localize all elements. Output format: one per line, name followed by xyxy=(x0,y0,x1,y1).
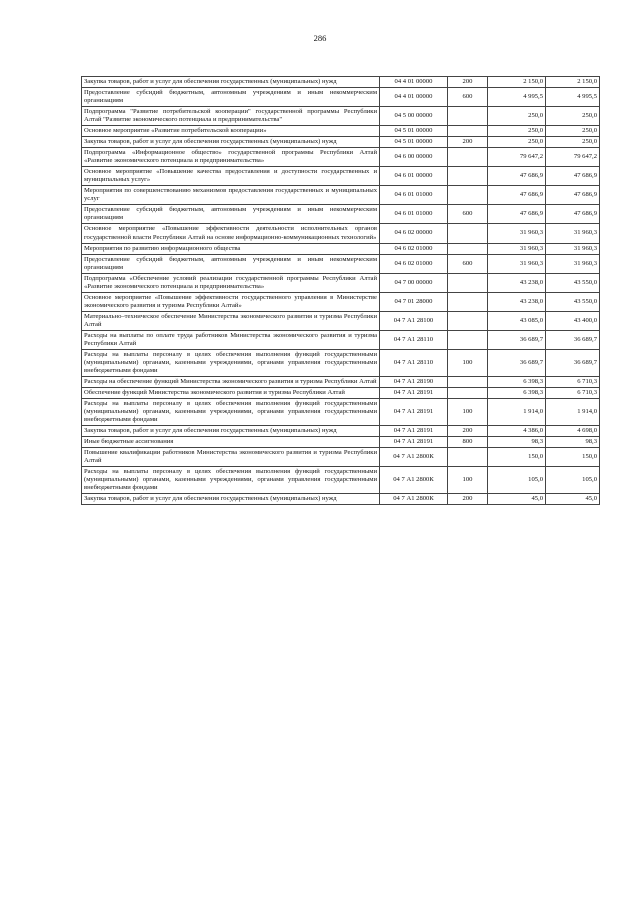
amount-year2-cell: 6 710,3 xyxy=(546,376,600,387)
amount-year1-cell: 31 960,3 xyxy=(488,254,546,273)
table-row xyxy=(82,494,600,505)
table-row xyxy=(82,148,600,167)
amount-year2-cell: 47 686,9 xyxy=(546,167,600,186)
expense-name-cell: Расходы на выплаты персоналу в целях обеспечения выполнения функций государственными (муниципальными) органами, казенными учреждениями, органами управления государственными внебюджетными фондами xyxy=(82,399,380,426)
amount-year1-cell: 4 995,5 xyxy=(488,88,546,107)
amount-year1-cell: 47 686,9 xyxy=(488,186,546,205)
expense-name-cell: Закупка товаров, работ и услуг для обеспечения государственных (муниципальных) нужд xyxy=(82,137,380,148)
amount-year1-cell: 43 238,0 xyxy=(488,273,546,292)
expense-name-cell: Повышение квалификации работников Министерства экономического развития и туризма Республики Алтай xyxy=(82,448,380,467)
target-code-cell: 04 7 А1 28191 xyxy=(380,426,448,437)
amount-year2-cell: 1 914,0 xyxy=(546,399,600,426)
amount-year1-cell: 150,0 xyxy=(488,448,546,467)
expense-type-cell: 100 xyxy=(448,467,488,494)
expense-type-cell: 100 xyxy=(448,349,488,376)
expense-name-cell: Материально–техническое обеспечение Министерства экономического развития и туризма Республики Алтай xyxy=(82,311,380,330)
expense-type-cell: 600 xyxy=(448,254,488,273)
target-code-cell: 04 6 00 00000 xyxy=(380,148,448,167)
amount-year1-cell: 105,0 xyxy=(488,467,546,494)
amount-year2-cell: 2 150,0 xyxy=(546,77,600,88)
expense-name-cell: Основное мероприятие «Повышение эффективности государственного управления в Министерстве экономического развития и туризма Республики Алтай» xyxy=(82,292,380,311)
amount-year1-cell: 6 398,3 xyxy=(488,376,546,387)
amount-year1-cell: 6 398,3 xyxy=(488,388,546,399)
expense-type-cell xyxy=(448,243,488,254)
expense-type-cell xyxy=(448,292,488,311)
table-row xyxy=(82,330,600,349)
amount-year2-cell: 150,0 xyxy=(546,448,600,467)
target-code-cell: 04 7 А1 28100 xyxy=(380,311,448,330)
amount-year2-cell: 36 689,7 xyxy=(546,330,600,349)
target-code-cell: 04 7 А1 28110 xyxy=(380,330,448,349)
table-row xyxy=(82,254,600,273)
table-row xyxy=(82,88,600,107)
target-code-cell: 04 7 А1 28110 xyxy=(380,349,448,376)
target-code-cell: 04 7 А1 28191 xyxy=(380,437,448,448)
expense-name-cell: Расходы на выплаты персоналу в целях обеспечения выполнения функций государственными (муниципальными) органами, казенными учреждениями, органами управления государственными внебюджетными фондами xyxy=(82,349,380,376)
table-row xyxy=(82,107,600,126)
table-row xyxy=(82,467,600,494)
amount-year2-cell: 4 698,0 xyxy=(546,426,600,437)
amount-year1-cell: 31 960,3 xyxy=(488,243,546,254)
amount-year1-cell: 36 689,7 xyxy=(488,330,546,349)
amount-year1-cell: 79 647,2 xyxy=(488,148,546,167)
amount-year2-cell: 36 689,7 xyxy=(546,349,600,376)
amount-year1-cell: 1 914,0 xyxy=(488,399,546,426)
table-row xyxy=(82,77,600,88)
expense-type-cell xyxy=(448,311,488,330)
expense-type-cell xyxy=(448,376,488,387)
expense-type-cell: 600 xyxy=(448,205,488,224)
expense-type-cell xyxy=(448,107,488,126)
amount-year2-cell: 43 550,0 xyxy=(546,292,600,311)
expense-name-cell: Мероприятия по развитию информационного общества xyxy=(82,243,380,254)
amount-year1-cell: 250,0 xyxy=(488,137,546,148)
amount-year2-cell: 43 550,0 xyxy=(546,273,600,292)
expense-name-cell: Основное мероприятие «Повышение эффективности деятельности исполнительных органов государственной власти Республики Алтай на основе информационно-коммуникационных технологий» xyxy=(82,224,380,243)
target-code-cell: 04 6 02 01000 xyxy=(380,243,448,254)
table-row xyxy=(82,426,600,437)
target-code-cell: 04 5 01 00000 xyxy=(380,137,448,148)
table-row xyxy=(82,448,600,467)
expense-name-cell: Расходы на выплаты по оплате труда работников Министерства экономического развития и туризма Республики Алтай xyxy=(82,330,380,349)
amount-year2-cell: 250,0 xyxy=(546,107,600,126)
expense-type-cell: 600 xyxy=(448,88,488,107)
table-row xyxy=(82,311,600,330)
table-row xyxy=(82,273,600,292)
amount-year2-cell: 47 686,9 xyxy=(546,205,600,224)
target-code-cell: 04 4 01 00000 xyxy=(380,77,448,88)
target-code-cell: 04 5 01 00000 xyxy=(380,126,448,137)
amount-year1-cell: 43 085,0 xyxy=(488,311,546,330)
amount-year1-cell: 36 689,7 xyxy=(488,349,546,376)
expense-name-cell: Расходы на обеспечение функций Министерства экономического развития и туризма Республики Алтай xyxy=(82,376,380,387)
target-code-cell: 04 7 А1 2800К xyxy=(380,448,448,467)
amount-year2-cell: 105,0 xyxy=(546,467,600,494)
table-row xyxy=(82,376,600,387)
amount-year2-cell: 31 960,3 xyxy=(546,243,600,254)
expense-type-cell xyxy=(448,224,488,243)
target-code-cell: 04 6 02 01000 xyxy=(380,254,448,273)
expense-name-cell: Подпрограмма "Развитие потребительской кооперации" государственной программы Республики Алтай "Развитие экономического потенциала и предпринимательства" xyxy=(82,107,380,126)
expense-name-cell: Предоставление субсидий бюджетным, автономным учреждениям и иным некоммерческим организациям xyxy=(82,88,380,107)
amount-year2-cell: 6 710,3 xyxy=(546,388,600,399)
table-row xyxy=(82,205,600,224)
target-code-cell: 04 6 01 01000 xyxy=(380,186,448,205)
amount-year2-cell: 31 960,3 xyxy=(546,254,600,273)
expense-type-cell: 100 xyxy=(448,399,488,426)
amount-year1-cell: 31 960,3 xyxy=(488,224,546,243)
expense-name-cell: Закупка товаров, работ и услуг для обеспечения государственных (муниципальных) нужд xyxy=(82,494,380,505)
budget-table xyxy=(81,76,600,505)
table-row xyxy=(82,186,600,205)
amount-year2-cell: 43 400,0 xyxy=(546,311,600,330)
expense-type-cell: 200 xyxy=(448,494,488,505)
expense-type-cell: 200 xyxy=(448,137,488,148)
amount-year2-cell: 79 647,2 xyxy=(546,148,600,167)
expense-type-cell xyxy=(448,330,488,349)
target-code-cell: 04 5 00 00000 xyxy=(380,107,448,126)
amount-year2-cell: 250,0 xyxy=(546,137,600,148)
expense-type-cell xyxy=(448,448,488,467)
amount-year1-cell: 47 686,9 xyxy=(488,167,546,186)
expense-name-cell: Мероприятия по совершенствованию механизмов предоставления государственных и муниципальных услуг xyxy=(82,186,380,205)
expense-type-cell xyxy=(448,388,488,399)
target-code-cell: 04 7 А1 28191 xyxy=(380,399,448,426)
expense-name-cell: Подпрограмма «Информационное общество» государственной программы Республики Алтай «Развитие экономического потенциала и предпринимательства» xyxy=(82,148,380,167)
amount-year1-cell: 43 238,0 xyxy=(488,292,546,311)
table-row xyxy=(82,388,600,399)
expense-type-cell xyxy=(448,186,488,205)
target-code-cell: 04 7 А1 28191 xyxy=(380,388,448,399)
expense-name-cell: Закупка товаров, работ и услуг для обеспечения государственных (муниципальных) нужд xyxy=(82,426,380,437)
table-row xyxy=(82,399,600,426)
amount-year1-cell: 45,0 xyxy=(488,494,546,505)
expense-name-cell: Расходы на выплаты персоналу в целях обеспечения выполнения функций государственными (муниципальными) органами, казенными учреждениями, органами управления государственными внебюджетными фондами xyxy=(82,467,380,494)
amount-year2-cell: 31 960,3 xyxy=(546,224,600,243)
target-code-cell: 04 6 02 00000 xyxy=(380,224,448,243)
amount-year1-cell: 47 686,9 xyxy=(488,205,546,224)
target-code-cell: 04 4 01 00000 xyxy=(380,88,448,107)
amount-year2-cell: 98,3 xyxy=(546,437,600,448)
expense-type-cell xyxy=(448,167,488,186)
amount-year2-cell: 47 686,9 xyxy=(546,186,600,205)
amount-year1-cell: 250,0 xyxy=(488,107,546,126)
expense-name-cell: Основное мероприятие «Повышение качества предоставления и доступности государственных и муниципальных услуг» xyxy=(82,167,380,186)
table-row xyxy=(82,292,600,311)
amount-year2-cell: 45,0 xyxy=(546,494,600,505)
amount-year1-cell: 4 386,0 xyxy=(488,426,546,437)
target-code-cell: 04 7 А1 2800К xyxy=(380,467,448,494)
amount-year1-cell: 250,0 xyxy=(488,126,546,137)
table-row xyxy=(82,137,600,148)
table-row xyxy=(82,126,600,137)
expense-name-cell: Закупка товаров, работ и услуг для обеспечения государственных (муниципальных) нужд xyxy=(82,77,380,88)
table-row xyxy=(82,349,600,376)
expense-name-cell: Предоставление субсидий бюджетным, автономным учреждениям и иным некоммерческим организациям xyxy=(82,254,380,273)
expense-type-cell xyxy=(448,273,488,292)
target-code-cell: 04 7 А1 28190 xyxy=(380,376,448,387)
target-code-cell: 04 7 А1 2800К xyxy=(380,494,448,505)
expense-name-cell: Обеспечение функций Министерства экономического развития и туризма Республики Алтай xyxy=(82,388,380,399)
target-code-cell: 04 7 01 28000 xyxy=(380,292,448,311)
expense-type-cell xyxy=(448,148,488,167)
expense-name-cell: Подпрограмма «Обеспечение условий реализации государственной программы Республики Алтай «Развитие экономического потенциала и предпринимательства» xyxy=(82,273,380,292)
expense-name-cell: Предоставление субсидий бюджетным, автономным учреждениям и иным некоммерческим организациям xyxy=(82,205,380,224)
page-number: 286 xyxy=(313,33,327,43)
budget-table-body xyxy=(82,77,600,505)
expense-name-cell: Основное мероприятие «Развитие потребительской кооперации» xyxy=(82,126,380,137)
table-row xyxy=(82,167,600,186)
amount-year1-cell: 98,3 xyxy=(488,437,546,448)
amount-year2-cell: 4 995,5 xyxy=(546,88,600,107)
table-row xyxy=(82,224,600,243)
amount-year2-cell: 250,0 xyxy=(546,126,600,137)
expense-type-cell: 200 xyxy=(448,426,488,437)
target-code-cell: 04 6 01 01000 xyxy=(380,205,448,224)
target-code-cell: 04 7 00 00000 xyxy=(380,273,448,292)
table-row xyxy=(82,243,600,254)
amount-year1-cell: 2 150,0 xyxy=(488,77,546,88)
expense-type-cell: 800 xyxy=(448,437,488,448)
expense-name-cell: Иные бюджетные ассигнования xyxy=(82,437,380,448)
target-code-cell: 04 6 01 00000 xyxy=(380,167,448,186)
table-row xyxy=(82,437,600,448)
expense-type-cell xyxy=(448,126,488,137)
expense-type-cell: 200 xyxy=(448,77,488,88)
